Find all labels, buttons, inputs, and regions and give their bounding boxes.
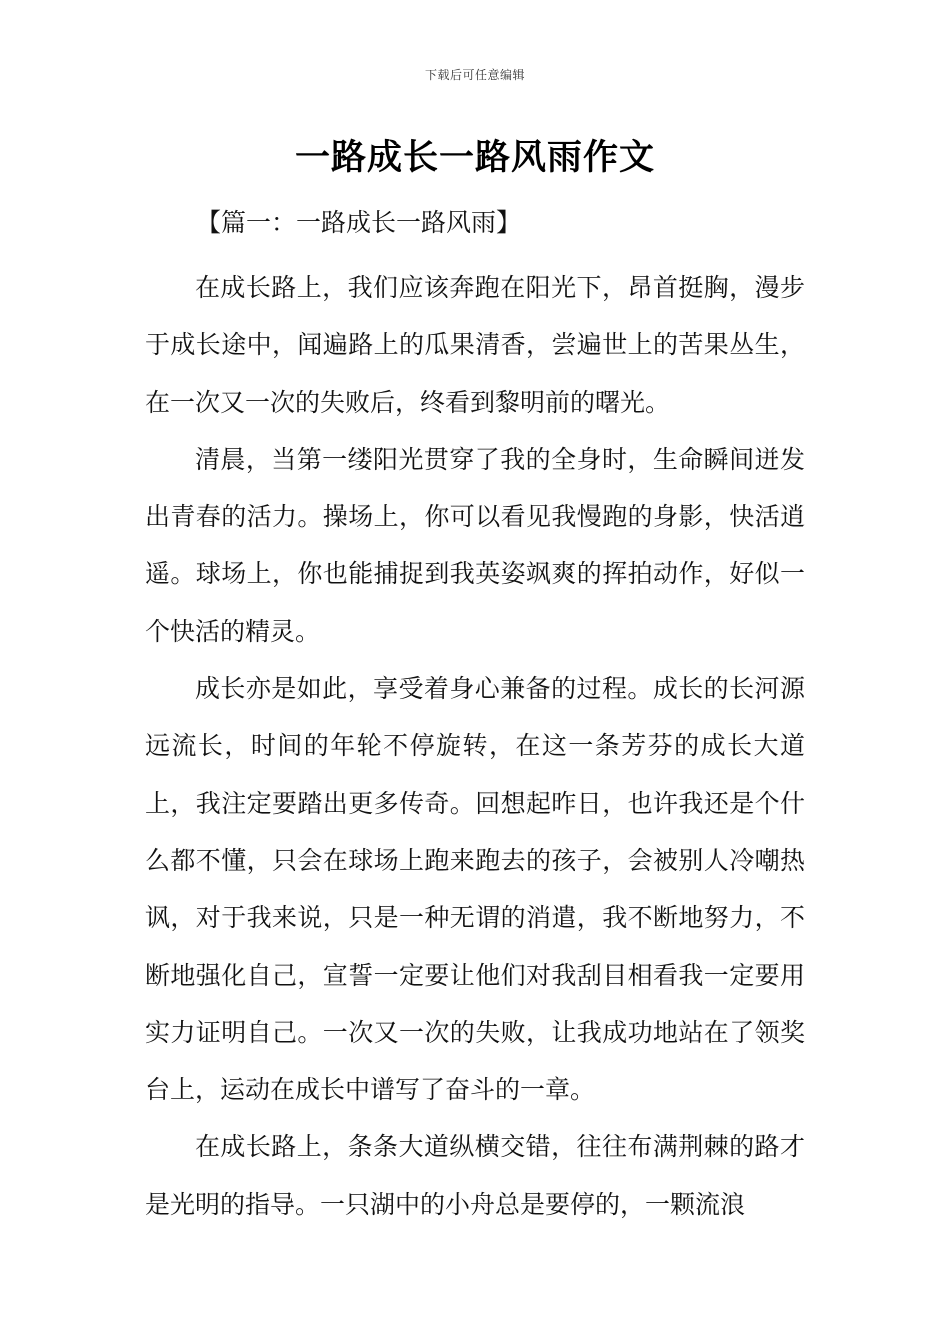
- section-heading: 【篇一：一路成长一路风雨】: [196, 208, 522, 237]
- paragraph-2: 清晨，当第一缕阳光贯穿了我的全身时，生命瞬间迸发出青春的活力。操场上，你可以看见我慢跑的身影，快活逍遥。球场上，你也能捕捉到我英姿飒爽的挥拍动作，好似一个快活的精灵。: [145, 444, 805, 646]
- header-note: 下载后可任意编辑: [424, 68, 525, 82]
- paragraph-1: 在成长路上，我们应该奔跑在阳光下，昂首挺胸，漫步于成长途中，闻遍路上的瓜果清香，尝遍世上的苦果丛生，在一次又一次的失败后，终看到黎明前的曙光。: [145, 273, 805, 417]
- document-title: 一路成长一路风雨作文: [294, 138, 655, 178]
- body-text: [145, 259, 805, 1233]
- paragraph-4: 在成长路上，条条大道纵横交错，往往布满荆棘的路才是光明的指导。一只湖中的小舟总是要停的，一颗流浪: [145, 1132, 805, 1219]
- paragraph-3: 成长亦是如此，享受着身心兼备的过程。成长的长河源远流长，时间的年轮不停旋转，在这一条芳芬的成长大道上，我注定要踏出更多传奇。回想起昨日，也许我还是个什么都不懂，只会在球场上跑来跑去的孩子，会被别人冷嘲热讽，对于我来说，只是一种无谓的消遣，我不断地努力，不断地强化自己，宣誓一定要让他们对我刮目相看我一定要用实力证明自己。一次又一次的失败，让我成功地站在了领奖台上，运动在成长中谱写了奋斗的一章。: [145, 674, 805, 1105]
